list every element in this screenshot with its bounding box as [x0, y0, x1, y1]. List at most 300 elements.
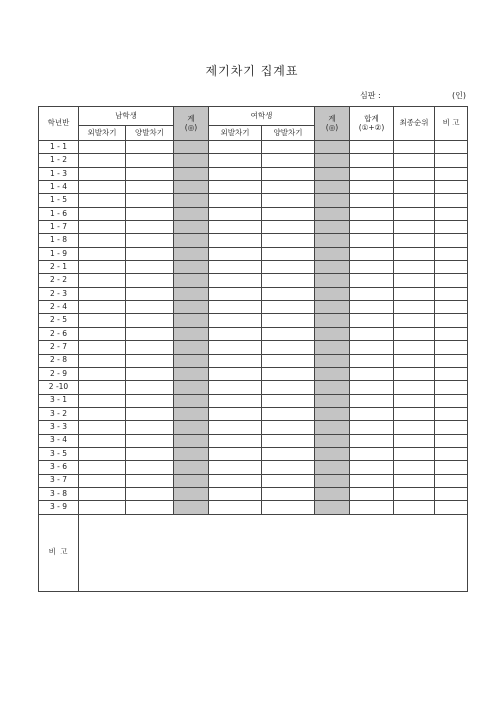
- entry-cell[interactable]: [435, 474, 468, 487]
- entry-cell[interactable]: [209, 501, 262, 514]
- entry-cell[interactable]: [315, 141, 350, 154]
- entry-cell[interactable]: [126, 367, 174, 380]
- class-cell: 1 - 2: [39, 154, 79, 167]
- entry-cell[interactable]: [435, 194, 468, 207]
- entry-cell[interactable]: [79, 354, 126, 367]
- class-cell: 2 - 2: [39, 274, 79, 287]
- entry-cell[interactable]: [350, 447, 394, 460]
- entry-cell[interactable]: [262, 207, 315, 220]
- entry-cell[interactable]: [126, 421, 174, 434]
- entry-cell[interactable]: [350, 434, 394, 447]
- entry-cell[interactable]: [435, 354, 468, 367]
- entry-cell[interactable]: [209, 194, 262, 207]
- entry-cell[interactable]: [435, 327, 468, 340]
- table-row: [39, 207, 468, 220]
- entry-cell[interactable]: [79, 234, 126, 247]
- entry-cell[interactable]: [435, 487, 468, 500]
- entry-cell[interactable]: [315, 341, 350, 354]
- entry-cell[interactable]: [79, 167, 126, 180]
- entry-cell[interactable]: [394, 394, 435, 407]
- entry-cell[interactable]: [174, 207, 209, 220]
- entry-cell[interactable]: [174, 447, 209, 460]
- class-cell: 2 - 1: [39, 261, 79, 274]
- entry-cell[interactable]: [350, 421, 394, 434]
- entry-cell[interactable]: [350, 194, 394, 207]
- entry-cell[interactable]: [262, 194, 315, 207]
- entry-cell[interactable]: [394, 301, 435, 314]
- entry-cell[interactable]: [394, 327, 435, 340]
- entry-cell[interactable]: [394, 207, 435, 220]
- entry-cell[interactable]: [435, 247, 468, 260]
- entry-cell[interactable]: [350, 501, 394, 514]
- entry-cell[interactable]: [350, 381, 394, 394]
- class-cell: 1 - 6: [39, 207, 79, 220]
- entry-cell[interactable]: [126, 274, 174, 287]
- entry-cell[interactable]: [79, 327, 126, 340]
- entry-cell[interactable]: [209, 407, 262, 420]
- remarks-field[interactable]: [79, 514, 468, 591]
- entry-cell[interactable]: [435, 141, 468, 154]
- entry-cell[interactable]: [350, 247, 394, 260]
- entry-cell[interactable]: [79, 154, 126, 167]
- class-cell: 2 - 4: [39, 301, 79, 314]
- entry-cell[interactable]: [435, 301, 468, 314]
- entry-cell[interactable]: [435, 501, 468, 514]
- entry-cell[interactable]: [262, 154, 315, 167]
- entry-cell[interactable]: [209, 394, 262, 407]
- entry-cell[interactable]: [350, 354, 394, 367]
- table-row: [39, 474, 468, 487]
- entry-cell[interactable]: [262, 381, 315, 394]
- entry-cell[interactable]: [350, 261, 394, 274]
- entry-cell[interactable]: [394, 434, 435, 447]
- entry-cell[interactable]: [209, 247, 262, 260]
- entry-cell[interactable]: [262, 221, 315, 234]
- entry-cell[interactable]: [79, 367, 126, 380]
- entry-cell[interactable]: [350, 327, 394, 340]
- entry-cell[interactable]: [394, 461, 435, 474]
- entry-cell[interactable]: [315, 154, 350, 167]
- entry-cell[interactable]: [126, 261, 174, 274]
- entry-cell[interactable]: [435, 421, 468, 434]
- entry-cell[interactable]: [126, 141, 174, 154]
- entry-cell[interactable]: [174, 341, 209, 354]
- entry-cell[interactable]: [126, 181, 174, 194]
- entry-cell[interactable]: [262, 261, 315, 274]
- entry-cell[interactable]: [209, 274, 262, 287]
- entry-cell[interactable]: [174, 194, 209, 207]
- entry-cell[interactable]: [315, 394, 350, 407]
- entry-cell[interactable]: [174, 154, 209, 167]
- entry-cell[interactable]: [262, 341, 315, 354]
- entry-cell[interactable]: [209, 461, 262, 474]
- entry-cell[interactable]: [262, 301, 315, 314]
- entry-cell[interactable]: [394, 447, 435, 460]
- entry-cell[interactable]: [126, 327, 174, 340]
- class-cell: 1 - 8: [39, 234, 79, 247]
- entry-cell[interactable]: [315, 167, 350, 180]
- entry-cell[interactable]: [315, 461, 350, 474]
- entry-cell[interactable]: [262, 501, 315, 514]
- entry-cell[interactable]: [394, 181, 435, 194]
- table-row: [39, 247, 468, 260]
- entry-cell[interactable]: [209, 421, 262, 434]
- girls-total-mark: (◎): [325, 122, 339, 132]
- entry-cell[interactable]: [394, 407, 435, 420]
- entry-cell[interactable]: [209, 487, 262, 500]
- entry-cell[interactable]: [435, 287, 468, 300]
- entry-cell[interactable]: [394, 247, 435, 260]
- entry-cell[interactable]: [174, 421, 209, 434]
- entry-cell[interactable]: [435, 341, 468, 354]
- class-cell: 3 - 9: [39, 501, 79, 514]
- entry-cell[interactable]: [394, 314, 435, 327]
- entry-cell[interactable]: [174, 367, 209, 380]
- entry-cell[interactable]: [79, 461, 126, 474]
- entry-cell[interactable]: [315, 434, 350, 447]
- entry-cell[interactable]: [174, 487, 209, 500]
- entry-cell[interactable]: [435, 167, 468, 180]
- entry-cell[interactable]: [262, 287, 315, 300]
- entry-cell[interactable]: [350, 287, 394, 300]
- remarks-row: [39, 514, 468, 591]
- entry-cell[interactable]: [394, 421, 435, 434]
- entry-cell[interactable]: [350, 207, 394, 220]
- entry-cell[interactable]: [126, 407, 174, 420]
- entry-cell[interactable]: [209, 367, 262, 380]
- entry-cell[interactable]: [262, 367, 315, 380]
- entry-cell[interactable]: [79, 501, 126, 514]
- entry-cell[interactable]: [435, 221, 468, 234]
- entry-cell[interactable]: [350, 474, 394, 487]
- table-row: [39, 461, 468, 474]
- entry-cell[interactable]: [350, 341, 394, 354]
- entry-cell[interactable]: [262, 314, 315, 327]
- entry-cell[interactable]: [435, 381, 468, 394]
- class-cell: 2 - 9: [39, 367, 79, 380]
- entry-cell[interactable]: [79, 181, 126, 194]
- sum-formula: (①+②): [358, 122, 385, 132]
- entry-cell[interactable]: [174, 394, 209, 407]
- entry-cell[interactable]: [315, 314, 350, 327]
- entry-cell[interactable]: [79, 207, 126, 220]
- entry-cell[interactable]: [262, 327, 315, 340]
- table-row: [39, 421, 468, 434]
- entry-cell[interactable]: [126, 447, 174, 460]
- entry-cell[interactable]: [174, 381, 209, 394]
- entry-cell[interactable]: [262, 167, 315, 180]
- entry-cell[interactable]: [435, 154, 468, 167]
- entry-cell[interactable]: [350, 461, 394, 474]
- entry-cell[interactable]: [350, 221, 394, 234]
- class-cell: 1 - 5: [39, 194, 79, 207]
- entry-cell[interactable]: [394, 287, 435, 300]
- entry-cell[interactable]: [79, 274, 126, 287]
- entry-cell[interactable]: [262, 354, 315, 367]
- entry-cell[interactable]: [435, 274, 468, 287]
- girls-total-header: [315, 107, 350, 141]
- entry-cell[interactable]: [174, 314, 209, 327]
- entry-cell[interactable]: [435, 181, 468, 194]
- entry-cell[interactable]: [315, 301, 350, 314]
- entry-cell[interactable]: [79, 421, 126, 434]
- entry-cell[interactable]: [394, 154, 435, 167]
- entry-cell[interactable]: [435, 234, 468, 247]
- entry-cell[interactable]: [350, 141, 394, 154]
- entry-cell[interactable]: [126, 501, 174, 514]
- entry-cell[interactable]: [394, 261, 435, 274]
- class-cell: 3 - 6: [39, 461, 79, 474]
- entry-cell[interactable]: [209, 221, 262, 234]
- entry-cell[interactable]: [126, 154, 174, 167]
- entry-cell[interactable]: [394, 367, 435, 380]
- entry-cell[interactable]: [394, 381, 435, 394]
- entry-cell[interactable]: [315, 354, 350, 367]
- class-cell: 2 - 8: [39, 354, 79, 367]
- entry-cell[interactable]: [262, 461, 315, 474]
- entry-cell[interactable]: [209, 447, 262, 460]
- entry-cell[interactable]: [174, 234, 209, 247]
- entry-cell[interactable]: [209, 181, 262, 194]
- entry-cell[interactable]: [174, 327, 209, 340]
- entry-cell[interactable]: [394, 234, 435, 247]
- entry-cell[interactable]: [126, 341, 174, 354]
- entry-cell[interactable]: [350, 367, 394, 380]
- entry-cell[interactable]: [262, 434, 315, 447]
- entry-cell[interactable]: [209, 287, 262, 300]
- entry-cell[interactable]: [209, 354, 262, 367]
- table-row: [39, 194, 468, 207]
- entry-cell[interactable]: [126, 461, 174, 474]
- table-row: [39, 154, 468, 167]
- entry-cell[interactable]: [126, 234, 174, 247]
- entry-cell[interactable]: [79, 381, 126, 394]
- entry-cell[interactable]: [315, 367, 350, 380]
- entry-cell[interactable]: [315, 327, 350, 340]
- class-cell: 2 - 3: [39, 287, 79, 300]
- entry-cell[interactable]: [262, 234, 315, 247]
- class-cell: 3 - 8: [39, 487, 79, 500]
- tally-table: [38, 106, 468, 592]
- entry-cell[interactable]: [79, 221, 126, 234]
- class-cell: 3 - 1: [39, 394, 79, 407]
- entry-cell[interactable]: [435, 447, 468, 460]
- entry-cell[interactable]: [209, 314, 262, 327]
- entry-cell[interactable]: [79, 487, 126, 500]
- entry-cell[interactable]: [262, 421, 315, 434]
- entry-cell[interactable]: [79, 474, 126, 487]
- entry-cell[interactable]: [126, 474, 174, 487]
- entry-cell[interactable]: [315, 261, 350, 274]
- entry-cell[interactable]: [350, 314, 394, 327]
- note-header: 비 고: [435, 107, 468, 141]
- entry-cell[interactable]: [394, 501, 435, 514]
- class-cell: 2 - 6: [39, 327, 79, 340]
- entry-cell[interactable]: [209, 234, 262, 247]
- entry-cell[interactable]: [262, 487, 315, 500]
- entry-cell[interactable]: [209, 154, 262, 167]
- entry-cell[interactable]: [174, 167, 209, 180]
- entry-cell[interactable]: [126, 167, 174, 180]
- entry-cell[interactable]: [126, 247, 174, 260]
- entry-cell[interactable]: [350, 234, 394, 247]
- entry-cell[interactable]: [394, 274, 435, 287]
- entry-cell[interactable]: [350, 167, 394, 180]
- entry-cell[interactable]: [174, 221, 209, 234]
- entry-cell[interactable]: [315, 234, 350, 247]
- entry-cell[interactable]: [79, 247, 126, 260]
- entry-cell[interactable]: [209, 434, 262, 447]
- entry-cell[interactable]: [79, 194, 126, 207]
- rank-header: 최종순위: [394, 107, 435, 141]
- entry-cell[interactable]: [315, 181, 350, 194]
- entry-cell[interactable]: [262, 181, 315, 194]
- entry-cell[interactable]: [209, 207, 262, 220]
- entry-cell[interactable]: [126, 207, 174, 220]
- boys-header: 남학생: [79, 107, 174, 126]
- entry-cell[interactable]: [79, 407, 126, 420]
- entry-cell[interactable]: [435, 394, 468, 407]
- entry-cell[interactable]: [350, 487, 394, 500]
- entry-cell[interactable]: [174, 354, 209, 367]
- entry-cell[interactable]: [126, 487, 174, 500]
- entry-cell[interactable]: [350, 274, 394, 287]
- entry-cell[interactable]: [350, 301, 394, 314]
- entry-cell[interactable]: [350, 394, 394, 407]
- entry-cell[interactable]: [435, 207, 468, 220]
- entry-cell[interactable]: [315, 207, 350, 220]
- entry-cell[interactable]: [126, 381, 174, 394]
- girls-two-foot-header: 양발차기: [262, 126, 315, 141]
- entry-cell[interactable]: [79, 434, 126, 447]
- entry-cell[interactable]: [435, 461, 468, 474]
- entry-cell[interactable]: [262, 274, 315, 287]
- entry-cell[interactable]: [262, 247, 315, 260]
- entry-cell[interactable]: [174, 247, 209, 260]
- entry-cell[interactable]: [262, 407, 315, 420]
- class-cell: 1 - 3: [39, 167, 79, 180]
- entry-cell[interactable]: [79, 287, 126, 300]
- entry-cell[interactable]: [174, 274, 209, 287]
- entry-cell[interactable]: [126, 287, 174, 300]
- table-row: [39, 274, 468, 287]
- entry-cell[interactable]: [315, 421, 350, 434]
- entry-cell[interactable]: [394, 221, 435, 234]
- entry-cell[interactable]: [126, 434, 174, 447]
- entry-cell[interactable]: [435, 261, 468, 274]
- entry-cell[interactable]: [79, 301, 126, 314]
- class-cell: 2 - 7: [39, 341, 79, 354]
- entry-cell[interactable]: [315, 501, 350, 514]
- entry-cell[interactable]: [209, 474, 262, 487]
- table-row: [39, 327, 468, 340]
- entry-cell[interactable]: [174, 474, 209, 487]
- entry-cell[interactable]: [315, 287, 350, 300]
- girls-one-foot-header: 외발차기: [209, 126, 262, 141]
- entry-cell[interactable]: [174, 261, 209, 274]
- table-row: [39, 501, 468, 514]
- entry-cell[interactable]: [394, 354, 435, 367]
- entry-cell[interactable]: [79, 141, 126, 154]
- girls-header: 여학생: [209, 107, 315, 126]
- entry-cell[interactable]: [209, 301, 262, 314]
- class-column-header: 학년반: [39, 107, 79, 141]
- table-row: [39, 167, 468, 180]
- entry-cell[interactable]: [315, 447, 350, 460]
- entry-cell[interactable]: [350, 407, 394, 420]
- entry-cell[interactable]: [435, 314, 468, 327]
- entry-cell[interactable]: [174, 287, 209, 300]
- entry-cell[interactable]: [315, 194, 350, 207]
- entry-cell[interactable]: [174, 407, 209, 420]
- entry-cell[interactable]: [262, 447, 315, 460]
- entry-cell[interactable]: [394, 194, 435, 207]
- judge-label: 심판 :: [360, 91, 381, 100]
- entry-cell[interactable]: [209, 381, 262, 394]
- entry-cell[interactable]: [209, 341, 262, 354]
- remarks-label: 비 고: [39, 514, 79, 591]
- entry-cell[interactable]: [435, 367, 468, 380]
- entry-cell[interactable]: [435, 434, 468, 447]
- entry-cell[interactable]: [174, 181, 209, 194]
- table-row: [39, 367, 468, 380]
- entry-cell[interactable]: [315, 247, 350, 260]
- entry-cell[interactable]: [126, 194, 174, 207]
- entry-cell[interactable]: [126, 221, 174, 234]
- entry-cell[interactable]: [126, 314, 174, 327]
- entry-cell[interactable]: [435, 407, 468, 420]
- entry-cell[interactable]: [174, 461, 209, 474]
- entry-cell[interactable]: [315, 407, 350, 420]
- entry-cell[interactable]: [315, 381, 350, 394]
- table-row: [39, 354, 468, 367]
- entry-cell[interactable]: [126, 301, 174, 314]
- entry-cell[interactable]: [126, 354, 174, 367]
- entry-cell[interactable]: [209, 141, 262, 154]
- table-row: [39, 381, 468, 394]
- entry-cell[interactable]: [209, 261, 262, 274]
- entry-cell[interactable]: [79, 447, 126, 460]
- entry-cell[interactable]: [79, 341, 126, 354]
- entry-cell[interactable]: [394, 341, 435, 354]
- entry-cell[interactable]: [79, 394, 126, 407]
- entry-cell[interactable]: [79, 314, 126, 327]
- entry-cell[interactable]: [262, 141, 315, 154]
- entry-cell[interactable]: [262, 474, 315, 487]
- entry-cell[interactable]: [394, 141, 435, 154]
- entry-cell[interactable]: [79, 261, 126, 274]
- entry-cell[interactable]: [315, 487, 350, 500]
- entry-cell[interactable]: [209, 327, 262, 340]
- entry-cell[interactable]: [350, 154, 394, 167]
- entry-cell[interactable]: [174, 434, 209, 447]
- seal-mark: (인): [452, 91, 466, 100]
- class-cell: 3 - 3: [39, 421, 79, 434]
- entry-cell[interactable]: [126, 394, 174, 407]
- entry-cell[interactable]: [174, 141, 209, 154]
- entry-cell[interactable]: [315, 221, 350, 234]
- entry-cell[interactable]: [209, 167, 262, 180]
- entry-cell[interactable]: [394, 474, 435, 487]
- entry-cell[interactable]: [315, 274, 350, 287]
- entry-cell[interactable]: [315, 474, 350, 487]
- entry-cell[interactable]: [394, 167, 435, 180]
- entry-cell[interactable]: [174, 301, 209, 314]
- entry-cell[interactable]: [350, 181, 394, 194]
- entry-cell[interactable]: [174, 501, 209, 514]
- entry-cell[interactable]: [262, 394, 315, 407]
- entry-cell[interactable]: [394, 487, 435, 500]
